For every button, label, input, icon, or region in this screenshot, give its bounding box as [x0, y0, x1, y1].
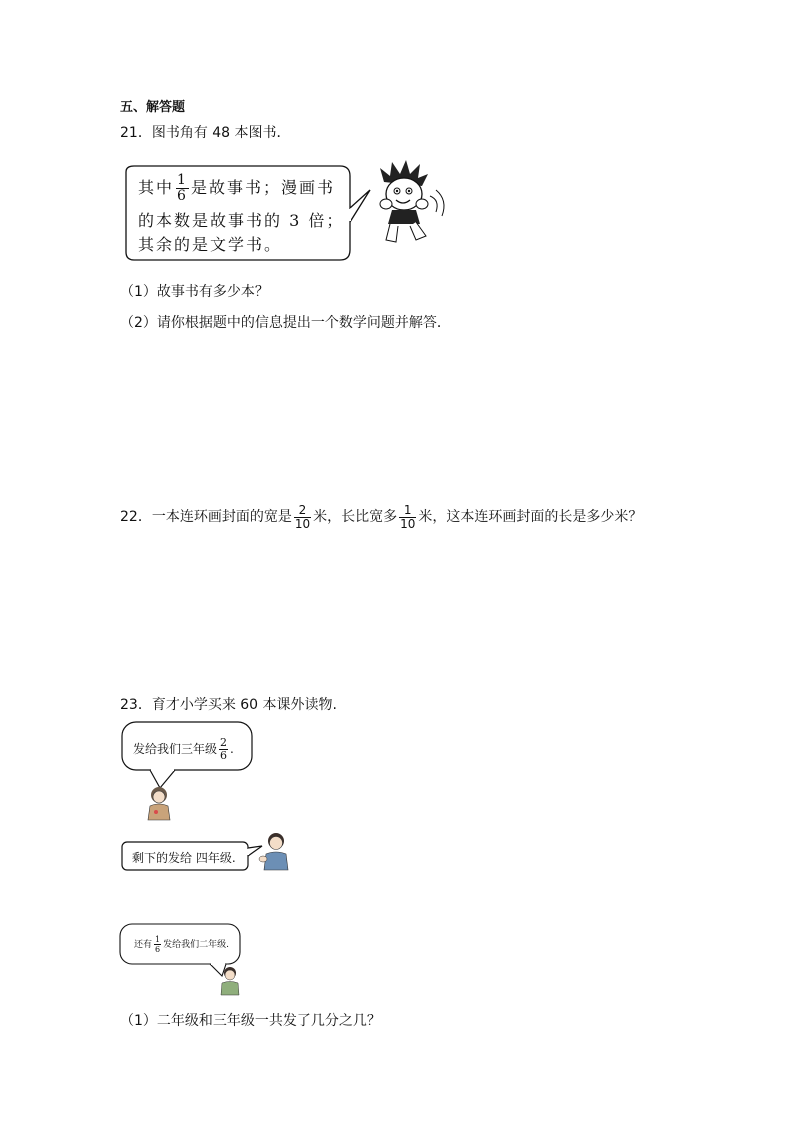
q23-stem: 23．育才小学买来 60 本课外读物.	[120, 697, 337, 713]
q23-b3-den: 6	[155, 945, 161, 954]
q22-part1: 22．一本连环画封面的宽是	[120, 509, 292, 525]
q22-part3: 米，这本连环画封面的长是多少米？	[418, 509, 643, 525]
q23-bubble3-pre: 还有	[134, 940, 153, 950]
q23-bubble3-post: 发给我们二年级.	[163, 940, 229, 950]
boy-figure-illustration-2	[216, 966, 242, 996]
q23-bubble3-fraction	[154, 935, 161, 954]
section-title: 五、解答题	[120, 100, 186, 115]
q21-bubble-l1-pre: 其中	[138, 178, 175, 197]
q23-b1-num: 2	[220, 736, 228, 749]
q22-frac1-den: 10	[294, 516, 311, 531]
q21-bubble-line3: 其余的是文学书。	[138, 235, 283, 254]
q23-sub1: （1）二年级和三年级一共发了几分之几？	[120, 1013, 381, 1029]
q23-bubble2-text: 剩下的发给 四年级.	[132, 851, 236, 865]
q21-frac-den: 6	[177, 188, 188, 204]
q23-bubble1-pre: 发给我们三年级	[133, 742, 218, 756]
q22-part2: 米，长比宽多	[313, 509, 398, 525]
q23-bubble1-post: .	[230, 742, 234, 756]
q21-bubble-l1-post: 是故事书；漫画书	[190, 178, 335, 197]
q22-frac2-num: 1	[403, 502, 412, 517]
q22-frac1-num: 2	[298, 502, 307, 517]
q23-b1-den: 6	[220, 749, 228, 762]
q23-bubble3-text	[134, 935, 229, 954]
q22-frac2-den: 10	[400, 516, 416, 531]
q21-bubble-line2: 的本数是故事书的 3 倍；	[138, 211, 345, 230]
q21-stem: 21．图书角有 48 本图书．	[120, 125, 291, 141]
q21-sub1: （1）故事书有多少本？	[120, 284, 269, 300]
q21-frac-num: 1	[177, 172, 188, 188]
q23-b3-num: 1	[155, 935, 161, 944]
q21-sub2: （2）请你根据题中的信息提出一个数学问题并解答．	[120, 315, 451, 331]
